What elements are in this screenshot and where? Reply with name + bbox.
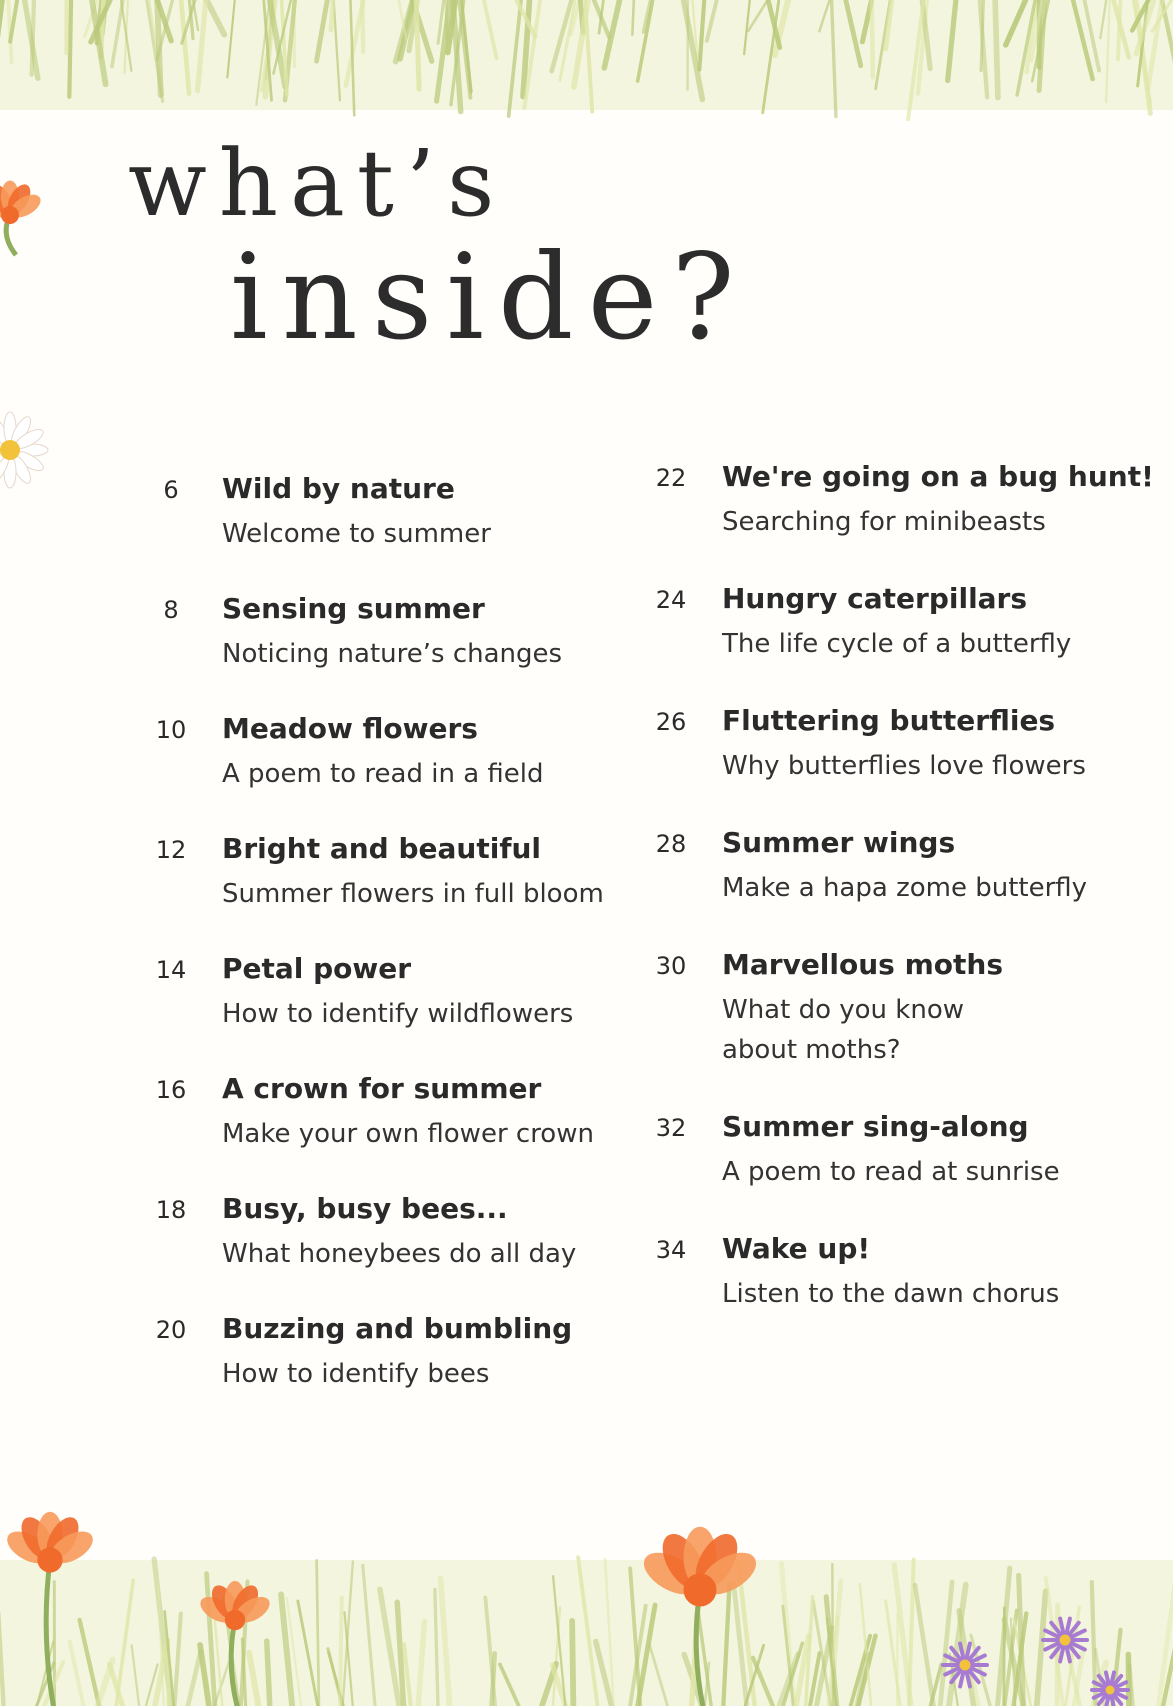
daisy-icon [0, 440, 20, 460]
contents-entry[interactable] [140, 1072, 660, 1172]
grass-icon [69, 0, 71, 97]
grass-icon [331, 0, 333, 30]
entry-subtitle: Listen to the dawn chorus [722, 1279, 1060, 1309]
entry-title: Hungry caterpillars [722, 582, 1028, 615]
entry-title: Bright and beautiful [222, 832, 542, 865]
page-number: 12 [155, 836, 187, 864]
page-number: 22 [655, 464, 687, 492]
grass-icon [267, 1641, 270, 1706]
grass-icon [340, 1598, 342, 1706]
page-number: 8 [163, 596, 179, 624]
contents-entry[interactable] [640, 460, 1160, 560]
page-number: 30 [655, 952, 687, 980]
entry-subtitle: Make your own flower crown [222, 1119, 594, 1149]
entry-title: Wake up! [722, 1232, 871, 1265]
contents-entry[interactable] [640, 1110, 1160, 1210]
page-number: 28 [655, 830, 687, 858]
page-title-line1: what’s [128, 130, 507, 237]
page-title-line2: inside? [230, 228, 749, 366]
page-number: 16 [155, 1076, 187, 1104]
contents-entry[interactable] [140, 472, 660, 572]
contents-entry[interactable] [640, 582, 1160, 682]
entry-subtitle: A poem to read at sunrise [722, 1157, 1060, 1187]
poppy-flower-icon [37, 1547, 62, 1572]
aster-flower-icon [1060, 1635, 1071, 1646]
contents-entry[interactable] [640, 826, 1160, 926]
entry-title: Meadow flowers [222, 712, 478, 745]
entry-subtitle: How to identify bees [222, 1359, 490, 1389]
poppy-flower-icon [1, 206, 19, 224]
grass-icon [1128, 1654, 1129, 1706]
page-number: 26 [655, 708, 687, 736]
grass-icon [416, 0, 419, 89]
page-number: 20 [155, 1316, 187, 1344]
entry-title: Summer wings [722, 826, 956, 859]
page-number: 6 [163, 476, 179, 504]
grass-icon [446, 0, 447, 38]
contents-entry[interactable] [640, 1232, 1160, 1332]
poppy-flower-icon [225, 1610, 245, 1630]
page-number: 18 [155, 1196, 187, 1224]
entry-subtitle: Welcome to summer [222, 519, 491, 549]
grass-icon [572, 1621, 573, 1706]
contents-entry[interactable] [140, 1312, 660, 1412]
page-number: 14 [155, 956, 187, 984]
entry-subtitle: Why butterflies love flowers [722, 751, 1086, 781]
grass-icon [632, 0, 633, 35]
entry-title: Wild by nature [222, 472, 455, 505]
entry-subtitle: Searching for minibeasts [722, 507, 1046, 537]
entry-subtitle: What honeybees do all day [222, 1239, 577, 1269]
page-number: 10 [155, 716, 187, 744]
entry-subtitle: Noticing nature’s changes [222, 639, 563, 669]
page-number: 24 [655, 586, 687, 614]
entry-subtitle: The life cycle of a butterfly [722, 629, 1072, 659]
entry-title: Marvellous moths [722, 948, 1003, 981]
grass-icon [995, 0, 998, 98]
contents-entry[interactable] [640, 704, 1160, 804]
entry-title: Summer sing-along [722, 1110, 1029, 1143]
grass-icon [32, 0, 34, 75]
aster-flower-icon [960, 1660, 971, 1671]
entry-subtitle: What do you know about moths? [722, 995, 964, 1065]
page-number: 34 [655, 1236, 687, 1264]
entry-title: Fluttering butterflies [722, 704, 1056, 737]
entry-title: We're going on a bug hunt! [722, 460, 1154, 493]
entry-title: Sensing summer [222, 592, 485, 625]
contents-entry[interactable] [140, 952, 660, 1052]
page-number: 32 [655, 1114, 687, 1142]
contents-entry[interactable] [140, 592, 660, 692]
entry-title: Petal power [222, 952, 412, 985]
entry-title: A crown for summer [222, 1072, 542, 1105]
grass-icon [872, 0, 873, 77]
entry-subtitle: How to identify wildflowers [222, 999, 574, 1029]
aster-flower-icon [1106, 1686, 1115, 1695]
grass-icon [832, 1564, 833, 1706]
entry-title: Buzzing and bumbling [222, 1312, 573, 1345]
contents-entry[interactable] [640, 948, 1160, 1065]
entry-subtitle: Make a hapa zome butterfly [722, 873, 1088, 903]
entry-subtitle: Summer flowers in full bloom [222, 879, 604, 909]
entry-title: Busy, busy bees... [222, 1192, 508, 1225]
poppy-flower-icon [684, 1574, 717, 1607]
contents-entry[interactable] [140, 832, 660, 932]
contents-entry[interactable] [140, 712, 660, 812]
entry-subtitle: A poem to read in a field [222, 759, 544, 789]
contents-entry[interactable] [140, 1192, 660, 1292]
